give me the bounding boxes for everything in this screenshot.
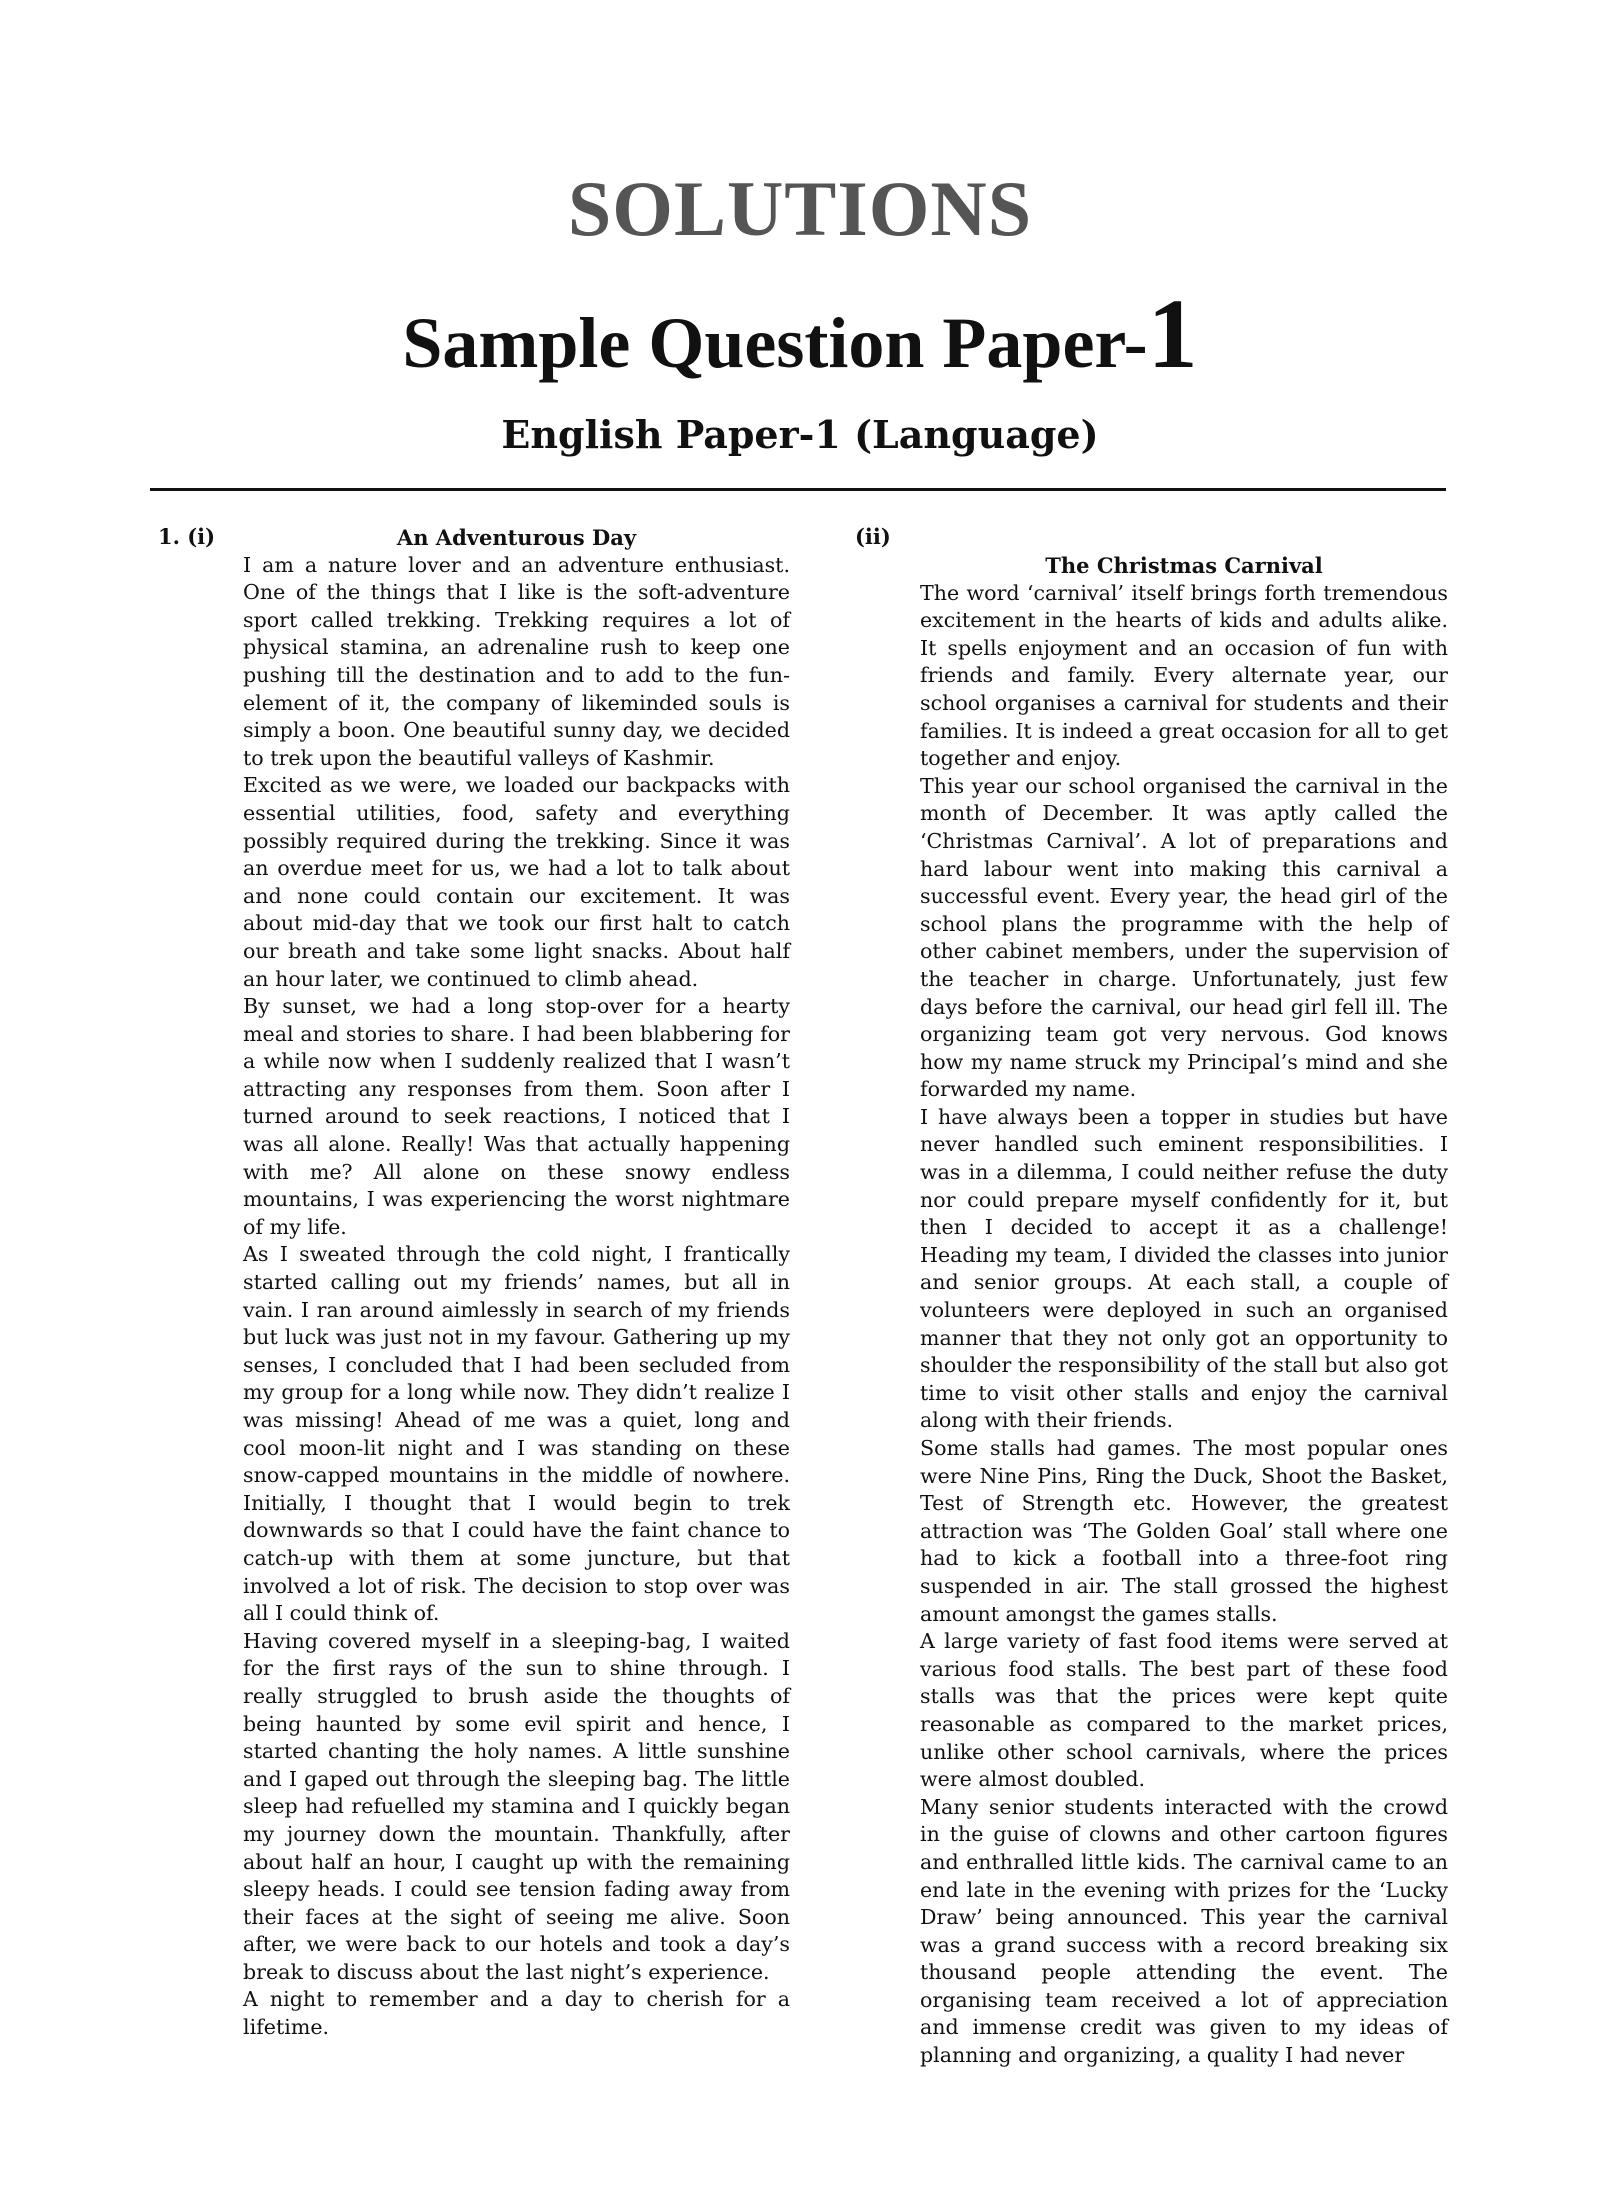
- paragraph: By sunset, we had a long stop-over for a hearty meal and stories to share. I had been blabbering for a while now when I suddenly realized that I wasn’t attracting any responses from them. Soon after I turned around to seek reactions, I noticed that I was all alone. Really! Was that actually happening with me? All alone on these snowy endless mountains, I was experiencing the worst nightmare of my life.: [243, 994, 790, 1239]
- paragraph: Some stalls had games. The most popular ones were Nine Pins, Ring the Duck, Shoot the Basket, Test of Strength etc. However, the greatest attraction was ‘The Golden Goal’ stall where one had to kick a football into a three-foot ring suspended in air. The stall grossed the highest amount amongst the games stalls.: [920, 1436, 1448, 1626]
- essay-heading-left: An Adventurous Day: [396, 525, 637, 550]
- paper-title-text: Sample Question Paper-: [402, 303, 1148, 383]
- paragraph: As I sweated through the cold night, I frantically started calling out my friends’ names, but all in vain. I ran around aimlessly in search of my friends but luck was just not in my favour. Gathering up my senses, I concluded that I had been secluded from my group for a long while now. They didn’t realize I was missing! Ahead of me was a quiet, long and cool moon-lit night and I was standing on these snow-capped mountains in the middle of nowhere. Initially, I thought that I would begin to trek downwards so that I could have the faint chance to catch-up with them at some juncture, but that involved a lot of risk. The decision to stop over was all I could think of.: [243, 1242, 790, 1626]
- question-number-1i: 1. (i): [158, 524, 216, 549]
- paragraph: A night to remember and a day to cherish for a lifetime.: [243, 1987, 790, 2040]
- paragraph: Having covered myself in a sleeping-bag, I waited for the first rays of the sun to shine through. I really struggled to brush aside the thoughts of being haunted by some evil spirit and hence, I started chanting the holy names. A little sunshine and I gaped out through the sleeping bag. The little sleep had refuelled my stamina and I quickly began my journey down the mountain. Thankfully, after about half an hour, I caught up with the remaining sleepy heads. I could see tension fading away from their faces at the sight of seeing me alive. Soon after, we were back to our hotels and took a day’s break to discuss about the last night’s experience.: [243, 1628, 790, 1984]
- question-number-ii: (ii): [855, 524, 891, 549]
- essay-heading-right: The Christmas Carnival: [1045, 553, 1323, 578]
- paragraph: I am a nature lover and an adventure enthusiast. One of the things that I like is the soft-adventure sport called trekking. Trekking requires a lot of physical stamina, an adrenaline rush to keep one pushing till the destination and to add to the fun-element of it, the company of likeminded souls is simply a boon. One beautiful sunny day, we decided to trek upon the beautiful valleys of Kashmir.: [243, 552, 790, 770]
- paper-title: [0, 278, 1600, 389]
- paper-number: 1: [1147, 278, 1198, 389]
- paragraph: Excited as we were, we loaded our backpacks with essential utilities, food, safety and everything possibly required during the trekking. Since it was an overdue meet for us, we had a lot to talk about and none could contain our excitement. It was about mid-day that we took our first halt to catch our breath and take some light snacks. About half an hour later, we continued to climb ahead.: [243, 773, 790, 991]
- paper-subject: English Paper-1 (Language): [501, 412, 1099, 457]
- paragraph: A large variety of fast food items were served at various food stalls. The best part of these food stalls was that the prices were kept quite reasonable as compared to the market prices, unlike other school carnivals, where the prices were almost doubled.: [920, 1629, 1448, 1792]
- answer-right-column: [920, 552, 1448, 2070]
- header-divider: [150, 488, 1446, 491]
- header: [0, 165, 1600, 457]
- paragraph: The word ‘carnival’ itself brings forth tremendous excitement in the hearts of kids and adults alike. It spells enjoyment and an occasion of fun with friends and family. Every alternate year, our school organises a carnival for students and their families. It is indeed a great occasion for all to get together and enjoy.: [920, 580, 1448, 771]
- paragraph: I have always been a topper in studies but have never handled such eminent responsibilities. I was in a dilemma, I could neither refuse the duty nor could prepare myself confidently for it, but then I decided to accept it as a challenge! Heading my team, I divided the classes into junior and senior groups. At each stall, a couple of volunteers were deployed in such an organised manner that they not only got an opportunity to shoulder the responsibility of the stall but also got time to visit other stalls and enjoy the carnival along with their friends.: [920, 1104, 1448, 1433]
- answer-left-column: [243, 524, 790, 2042]
- paragraph: Many senior students interacted with the crowd in the guise of clowns and other cartoon figures and enthralled little kids. The carnival came to an end late in the evening with prizes for the ‘Lucky Draw’ being announced. This year the carnival was a grand success with a record breaking six thousand people attending the event. The organising team received a lot of appreciation and immense credit was given to my ideas of planning and organizing, a quality I had never: [920, 1794, 1448, 2068]
- paragraph: This year our school organised the carnival in the month of December. It was aptly called the ‘Christmas Carnival’. A lot of preparations and hard labour went into making this carnival a successful event. Every year, the head girl of the school plans the programme with the help of other cabinet members, under the supervision of the teacher in charge. Unfortunately, just few days before the carnival, our head girl fell ill. The organizing team got very nervous. God knows how my name struck my Principal’s mind and she forwarded my name.: [920, 773, 1448, 1102]
- page-title: SOLUTIONS: [567, 165, 1033, 252]
